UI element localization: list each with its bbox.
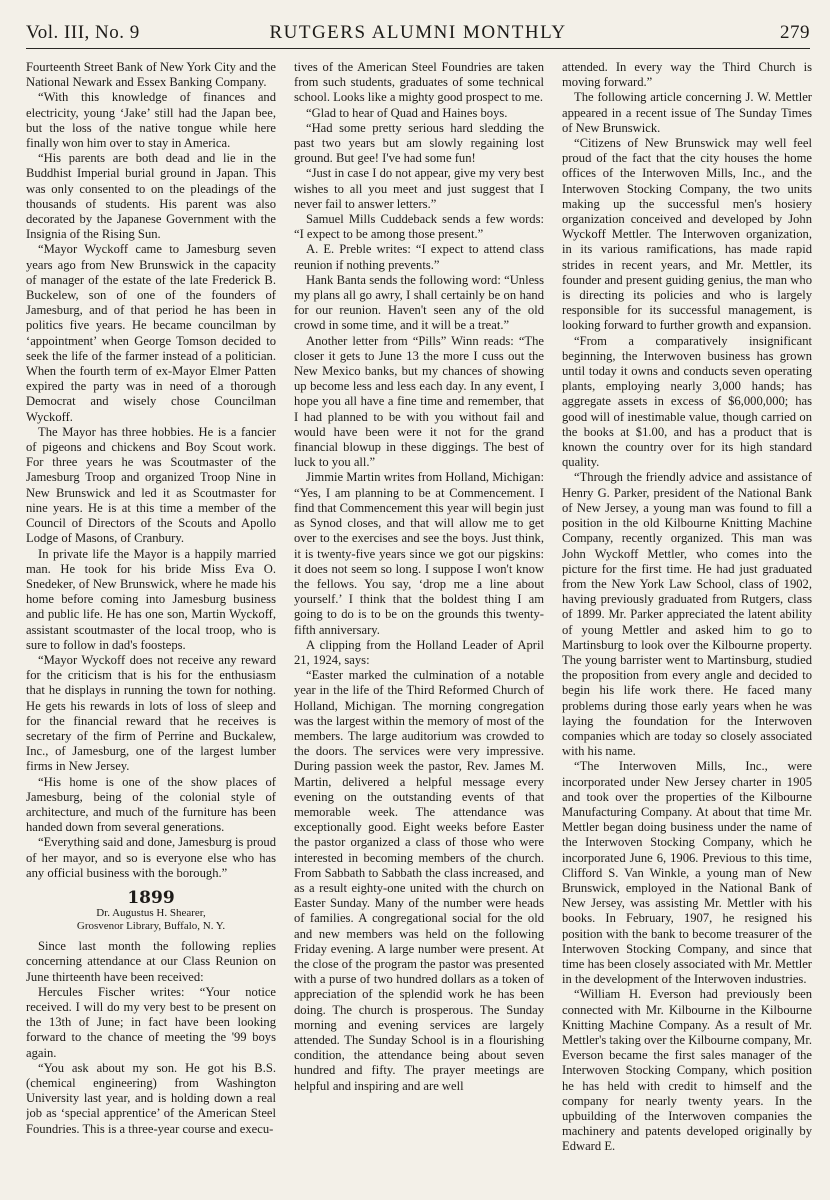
class-year-heading: 1899 [127,887,175,908]
paragraph: A. E. Preble writes: “I expect to attend class reunion if nothing prevents.” [294,242,544,272]
paragraph: “Through the friendly advice and assistance of Henry G. Parker, president of the National Bank of New Jersey, a young man was found to fill a position in the old Kilbourne Knitting Machine Company, recently organized. This man was John Wyckoff Mettler, who comes into the picture for the first time. He had just graduated from the New York Law School, class of 1902, having previously graduated from Rutgers, class of 1899. Mr. Parker appreciated the latent ability of young Mettler and asked him to go to Martinsburg to look over the Kilbourne property. The young barrister went to Martinsburg, studied the proposition from every angle and decided to begin his life work there. He faced many problems during those early years when he was laying the foundation for the Interwoven companies which are today so closely associated with his name. [562,470,812,759]
paragraph: “The Interwoven Mills, Inc., were incorporated under New Jersey charter in 1905 and took over the properties of the Kilbourne Manufacturing Company. At about that time Mr. Mettler began doing business under the name of the Interwoven Stocking Company, which he incorporated June 6, 1906. Previous to this time, Clifford S. Van Winkle, a young man of New Brunswick, employed in the National Bank of New Jersey, was assisting Mr. Mettler with his books. In February, 1907, he resigned his position with the bank to become treasurer of the Interwoven Stocking Company, and since that time has been closely associated with Mr. Mettler in the development of the Interwoven industries. [562,759,812,987]
paragraph: “William H. Everson had previously been connected with Mr. Kilbourne in the Kilbourne Knitting Machine Company. As a result of Mr. Mettler's taking over the Kilbourne company, Mr. Everson became the first sales manager of the Interwoven Stocking Company, which position he has held with credit to himself and the company for nearly twenty years. In the upbuilding of the Interwoven companies the machinery and patents developed originally by Edward E. [562,987,812,1154]
paragraph: Another letter from “Pills” Winn reads: “The closer it gets to June 13 the more I cuss out the New Mexico banks, but my chances of showing up become less and less each day. In any event, I hope you all have a fine time and remember, that I had planned to be with you without fail and would have been were it not for the grand financial blowup in these diggings. The best of luck to you all.” [294,333,544,470]
paragraph: The Mayor has three hobbies. He is a fancier of pigeons and chickens and Boy Scout work. For three years he was Scoutmaster of the Jamesburg Troop and organized Troop Nine in New Brunswick and led it as Scoutmaster for nine years. He is at this time a member of the Council of Directors of the Scouts and Apollo Lodge of Masons, of Cranbury. [26,424,276,546]
paragraph: The following article concerning J. W. Mettler appeared in a recent issue of The Sunday Times of New Brunswick. [562,90,812,135]
column-2 [294,60,544,1188]
paragraph: tives of the American Steel Foundries are taken from such students, graduates of some technical school. Looks like a mighty good prospect to me. [294,60,544,105]
paragraph: “Just in case I do not appear, give my very best wishes to all you meet and just suggest that I never fail to answer letters.” [294,166,544,211]
column-3 [562,60,812,1188]
paragraph: Jimmie Martin writes from Holland, Michigan: “Yes, I am planning to be at Commencement. I find that Commencement this year will begin just as Synod closes, and that will allow me to get over to the exercises and see the boys. Just think, it is twenty-five years since we got our pigskins: it does not seem so long. I suppose I won't know the fellows. You say, ‘drop me a line about yourself.’ I think that the boldest thing I am going to do is to be on the grounds this twenty-fifth anniversary. [294,470,544,637]
publication-title: RUTGERS ALUMNI MONTHLY [269,22,567,43]
page-header [26,22,810,49]
paragraph: Hercules Fischer writes: “Your notice received. I will do my very best to be present on the 13th of June; in fact have been looking forward to the chance of meeting the '99 boys again. [26,984,276,1060]
paragraph: Since last month the following replies concerning attendance at our Class Reunion on June thirteenth have been received: [26,939,276,984]
volume-number: Vol. III, No. 9 [26,22,140,43]
paragraph: In private life the Mayor is a happily married man. He took for his bride Miss Eva O. Snedeker, of New Brunswick, where he made his home before coming into Jamesburg business and public life. He has one son, Martin Wyckoff, assistant scoutmaster of the local troop, who is sure to follow in dad's foosteps. [26,546,276,652]
paragraph: Samuel Mills Cuddeback sends a few words: “I expect to be among those present.” [294,212,544,242]
paragraph: Hank Banta sends the following word: “Unless my plans all go awry, I shall certainly be on hand for our reunion. Haven't seen any of the old crowd in some time, and it will be a treat.” [294,272,544,333]
text-columns [26,60,812,1188]
secretary-location: Grosvenor Library, Buffalo, N. Y. [76,920,226,933]
paragraph: Fourteenth Street Bank of New York City and the National Newark and Essex Banking Company. [26,60,276,90]
paragraph: “His parents are both dead and lie in the Buddhist Imperial burial ground in Japan. This was only consented to on the pleadings of the thousands of students. His parent was also decorated by the Japanese Government with the Insignia of the Rising Sun. [26,151,276,242]
paragraph: “From a comparatively insignificant beginning, the Interwoven business has grown until today it owns and conducts seven operating plants, employing nearly 3,000 hands; has aggregate assets in excess of $6,000,000; has good will of inestimable value, though carried on the books at $1.00, and has a product that is known the country over for its high standard quality. [562,333,812,470]
paragraph: “His home is one of the show places of Jamesburg, being of the colonial style of architecture, and much of the furniture has been handed down from several generations. [26,774,276,835]
paragraph: “Had some pretty serious hard sledding the past two years but am slowly regaining lost ground. But gee! I've had some fun! [294,120,544,166]
paragraph: “You ask about my son. He got his B.S. (chemical engineering) from Washington University last year, and is holding down a real job as ‘special apprentice’ of the American Steel Foundries. This is a three-year course and execu- [26,1060,276,1136]
page-number: 279 [780,22,810,43]
secretary-name: Dr. Augustus H. Shearer, [96,907,206,920]
paragraph: “Mayor Wyckoff came to Jamesburg seven years ago from New Brunswick in the capacity of manager of the estate of the late Frederick B. Buckelew, son of one of the founders of Jamesburg, and of that period he has been in politics five years. He became councilman by ‘appointment’ when George Tomson decided to seek the life of the farmer instead of a politician. When the fourth term of ex-Mayor Elmer Patten expired the party was in need of a thorough Democrat and wisely chose Councilman Wyckoff. [26,242,276,424]
paragraph: “Glad to hear of Quad and Haines boys. [306,105,508,120]
paragraph: “Citizens of New Brunswick may well feel proud of the fact that the city houses the home offices of the Interwoven Mills, Inc., and the Interwoven Stocking Company, the two units making up the successful men's hosiery organization conceived and developed by John Wyckoff Mettler. The Interwoven organization, in its various ramifications, has made rapid strides in recent years, and Mr. Mettler, its founder and present guiding genius, the man who is directing its policies and who is largely responsible for its successful management, is looking forward to further growth and expansion. [562,136,812,333]
paragraph: attended. In every way the Third Church is moving forward.” [562,60,812,90]
paragraph: A clipping from the Holland Leader of April 21, 1924, says: [294,637,544,667]
paragraph: “Mayor Wyckoff does not receive any reward for the criticism that is his for the enthusiasm that he displays in running the town for nothing. He gets his rewards in lots of loss of sleep and for the financial reward that he receives is secretary of the firm of Perrine and Buckalew, Inc., of Jamesburg, one of the largest lumber firms in New Jersey. [26,652,276,774]
paragraph: “Everything said and done, Jamesburg is proud of her mayor, and so is everyone else who has any official business with the borough.” [26,835,276,880]
paragraph: “Easter marked the culmination of a notable year in the life of the Third Reformed Church of Holland, Michigan. The morning congregation was the largest within the memory of most of the members. The large auditorium was crowded to the doors. The services were very impressive. During passion week the pastor, Rev. James M. Martin, delivered a helpful message every evening on the outstanding events of that memorable week. The attendance was exceptionally good. Eight weeks before Easter the pastor organized a class of those who were interested in becoming members of the church. From Sabbath to Sabbath the class increased, and as a result eighty-one united with the church on Easter Sunday. Many of the number were heads of families. A congregational social for the old and new members was held on the following Friday evening. A large number were present. At the close of the program the pastor was presented with a purse of two hundred dollars as a token of appreciation of the splendid work he has been doing. The church is prosperous. The Sunday morning and evening services are largely attended. The Sunday School is in a flourishing condition, the attendance being about seven hundred and fifty. The prayer meetings are helpful and inspiring and are well [294,668,544,1093]
column-1 [26,60,276,1188]
paragraph: “With this knowledge of finances and electricity, young ‘Jake’ still had the Japan bee, but the loss of the native tongue while here finally won him over to stay in America. [26,90,276,151]
class-secretary [26,907,276,933]
